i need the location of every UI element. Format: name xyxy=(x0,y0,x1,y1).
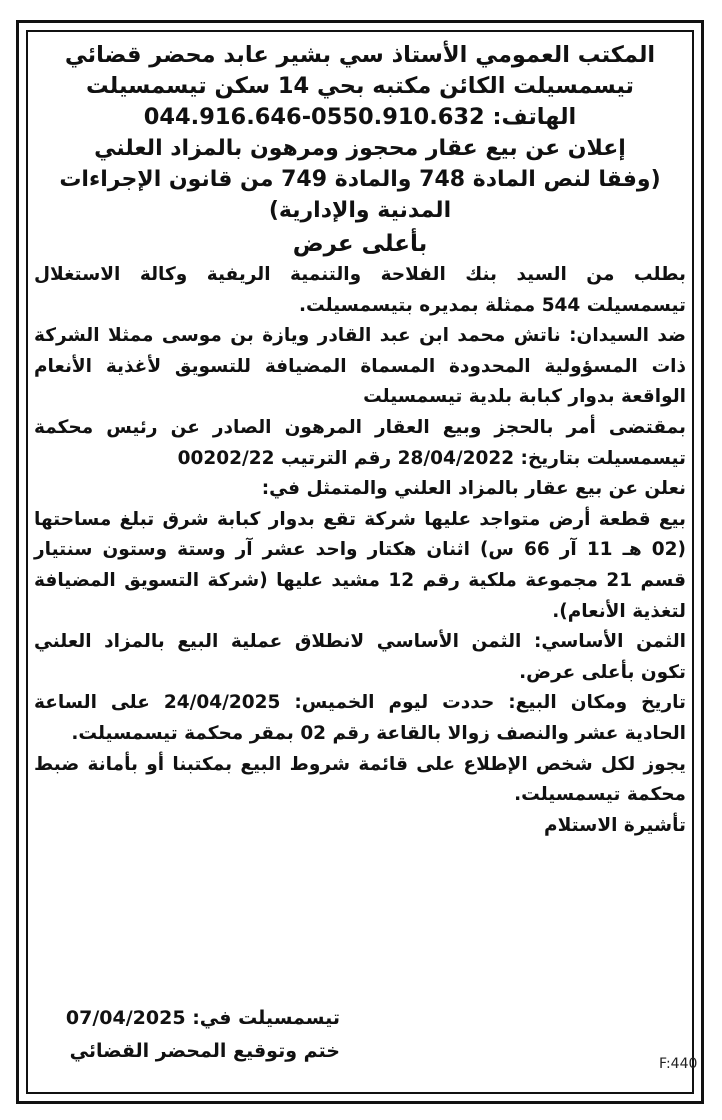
property-description: بيع قطعة أرض متواجد عليها شركة تقع بدوار كبابة شرق تبلغ مساحتها (02 هـ 11 آر 66 س) اثنان هكتار واحد عشر آر وستة وستون سنتيار قسم 21 مجموعة ملكية رقم 12 مشيد عليها (شركة التسويق المضيافة لتغذية الأنعام). xyxy=(34,508,687,622)
signature-line: ختم وتوقيع المحضر القضائي xyxy=(69,1040,340,1062)
receipt-visa: تأشيرة الاستلام xyxy=(544,814,686,836)
office-name: المكتب العمومي الأستاذ سي بشير عابد محضر قضائي xyxy=(64,42,656,68)
conditions-paragraph: يجوز لكل شخص الإطلاع على قائمة شروط البيع بمكتبنا أو بأمانة ضبط محكمة تيسمسيلت. xyxy=(34,753,686,806)
phone-label: الهاتف: xyxy=(492,104,577,130)
notice-subtitle: بأعلى عرض xyxy=(292,231,428,257)
notice-content xyxy=(34,40,686,841)
sale-date-text: تاريخ ومكان البيع: حددت ليوم الخميس: xyxy=(294,692,686,714)
reference-code: F:440 xyxy=(659,1056,698,1072)
office-address: تيسمسيلت الكائن مكتبه بحي 14 سكن تيسمسيلت xyxy=(85,73,635,99)
base-price-paragraph: الثمن الأساسي: الثمن الأساسي لانطلاق عملية البيع بالمزاد العلني تكون بأعلى عرض. xyxy=(34,631,686,683)
defendants-paragraph: ضد السيدان: ناتش محمد ابن عبد القادر ويازة بن موسى ممثلا الشركة ذات المسؤولية المحدودة المسماة المضيافة للتسويق لأغذية الأنعام الواقعة بدوار كبابة بلدية تيسمسيلت xyxy=(34,325,686,408)
court-order-ref-label: رقم الترتيب xyxy=(280,447,392,469)
court-order-date: 28/04/2022 xyxy=(397,447,515,469)
phone-numbers: 044.916.646-0550.910.632 xyxy=(143,104,485,130)
signature-date: 07/04/2025 xyxy=(65,1007,186,1029)
sale-date-paragraph xyxy=(34,688,686,749)
notice-legal-basis-cont: المدنية والإدارية) xyxy=(268,198,452,223)
sale-date: 24/04/2025 xyxy=(163,692,281,714)
place-label: تيسمسيلت في: xyxy=(192,1007,340,1029)
court-order-ref: 00202/22 xyxy=(177,447,275,469)
requester-paragraph: بطلب من السيد بنك الفلاحة والتنمية الريفية وكالة الاستغلال تيسمسيلت 544 ممثلة بمديره بتيسمسيلت. xyxy=(34,264,686,316)
notice-legal-basis: (وفقا لنص المادة 748 والمادة 749 من قانون الإجراءات xyxy=(59,167,661,192)
court-order-paragraph xyxy=(34,413,686,474)
court-order-text: بمقتضى أمر بالحجز وبيع العقار المرهون الصادر عن رئيس محكمة تيسمسيلت بتاريخ: xyxy=(34,416,686,469)
place-date-line xyxy=(40,1002,340,1035)
office-phone xyxy=(34,102,686,133)
sale-time-place: على الساعة الحادية عشر والنصف زوالا بالقاعة رقم 02 بمقر محكمة تيسمسيلت. xyxy=(34,692,686,744)
signature-block xyxy=(40,1002,340,1068)
notice-title: إعلان عن بيع عقار محجوز ومرهون بالمزاد العلني xyxy=(94,136,626,161)
sale-announcement: نعلن عن بيع عقار بالمزاد العلني والمتمثل في: xyxy=(261,478,686,500)
